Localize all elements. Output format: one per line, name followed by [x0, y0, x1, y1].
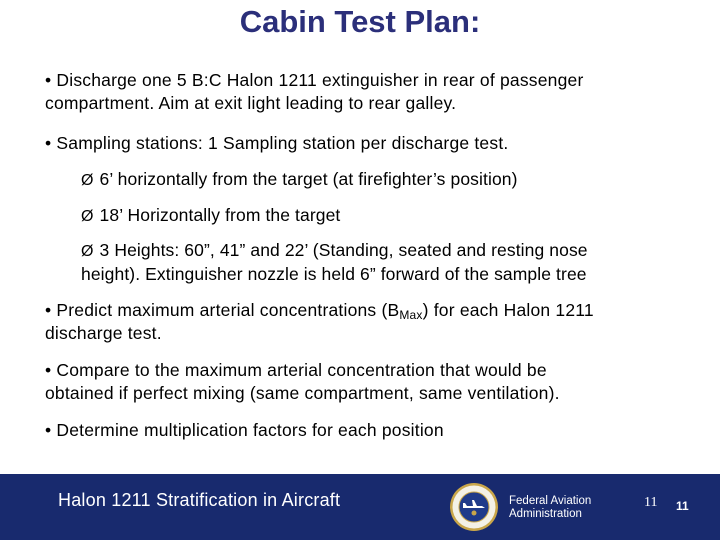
sub-bullet-6ft-text: 6’ horizontally from the target (at firefighter’s position): [99, 169, 518, 189]
bullet-compare-line2: obtained if perfect mixing (same compartment, same ventilation).: [45, 383, 560, 403]
arrow-bullet-icon: Ø: [81, 243, 94, 260]
faa-seal-icon: [449, 482, 499, 532]
bullet-discharge-line2: compartment. Aim at exit light leading to rear galley.: [45, 93, 457, 113]
sub-bullet-heights-line1: 3 Heights: 60”, 41” and 22’ (Standing, seated and resting nose: [99, 240, 588, 260]
bullet-predict-pre: • Predict maximum arterial concentrations (B: [45, 300, 400, 320]
page-number-right: 11: [676, 499, 689, 513]
bullet-discharge: [45, 69, 675, 115]
sub-bullet-heights-line2: height). Extinguisher nozzle is held 6” forward of the sample tree: [81, 264, 587, 284]
sub-bullet-18ft-text: 18’ Horizontally from the target: [99, 205, 341, 225]
bullet-sampling: • Sampling stations: 1 Sampling station per discharge test.: [45, 133, 509, 153]
bullet-determine: • Determine multiplication factors for each position: [45, 420, 444, 440]
footer-title: Halon 1211 Stratification in Aircraft: [58, 490, 341, 510]
bullet-discharge-line1: • Discharge one 5 B:C Halon 1211 extinguisher in rear of passenger: [45, 70, 584, 90]
faa-name-line2: Administration: [509, 507, 582, 520]
arrow-bullet-icon: Ø: [81, 208, 94, 225]
arrow-bullet-icon: Ø: [81, 172, 94, 189]
bullet-predict: [45, 299, 675, 345]
bullet-predict-post: ) for each Halon 1211: [422, 300, 594, 320]
sub-bullet-6ft: [81, 168, 681, 192]
sub-bullet-heights: [81, 239, 681, 286]
sub-bullet-18ft: [81, 204, 681, 228]
faa-name-line1: Federal Aviation: [509, 495, 592, 507]
bullet-predict-subscript: Max: [399, 308, 423, 322]
faa-name: [509, 495, 591, 520]
footer-bar: [0, 474, 720, 540]
slide-title: Cabin Test Plan:: [239, 4, 481, 39]
bullet-compare-line1: • Compare to the maximum arterial concentration that would be: [45, 360, 547, 380]
bullet-compare: [45, 359, 675, 405]
bullet-predict-line2: discharge test.: [45, 323, 162, 343]
page-number-left: 11: [644, 495, 658, 510]
